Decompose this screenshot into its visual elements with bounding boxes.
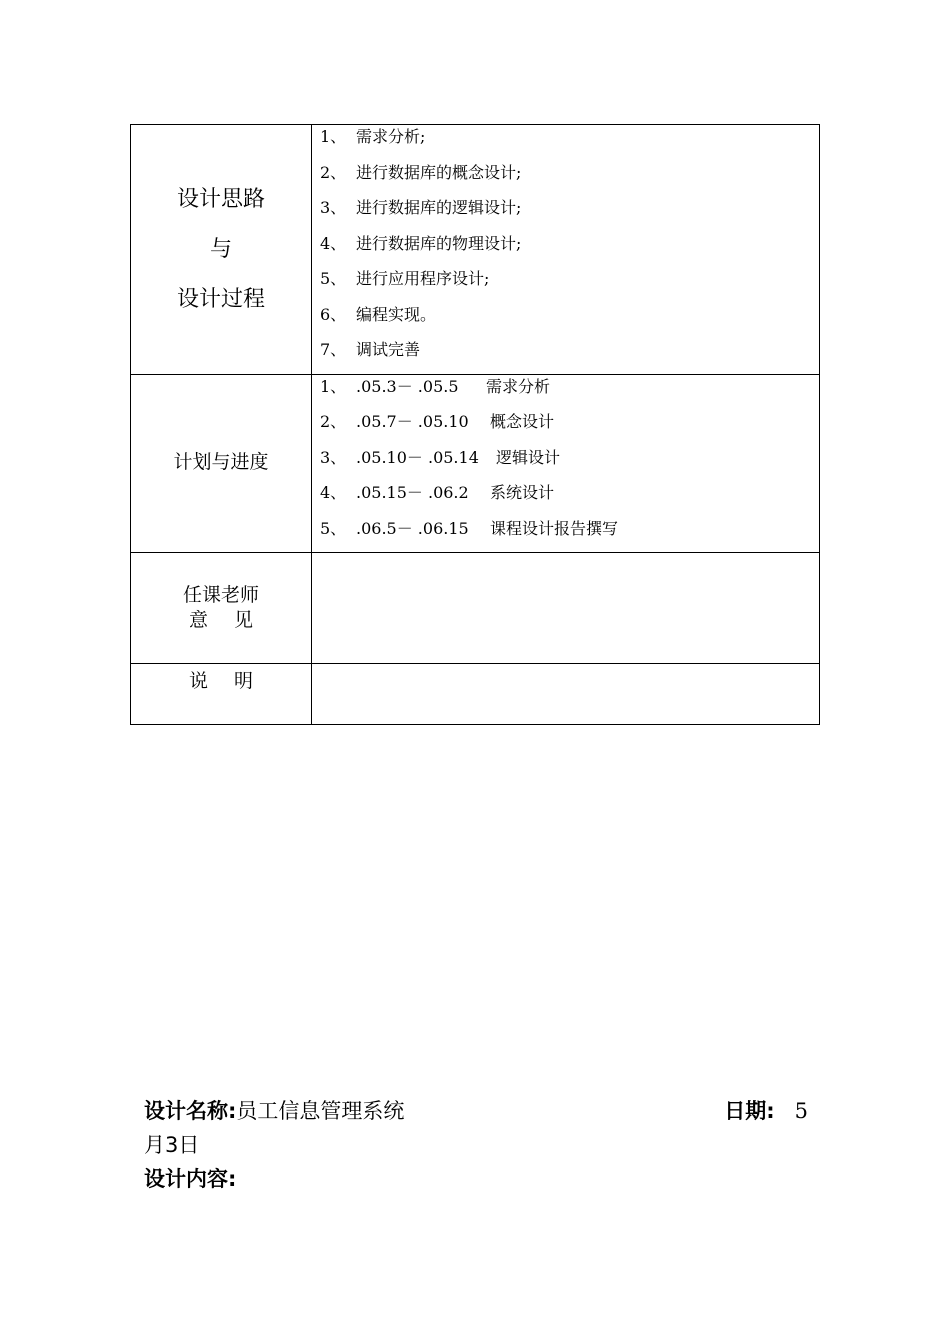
list-item: 2、 .05.7－ .05.10 概念设计 bbox=[320, 412, 555, 431]
date-label: 日期: bbox=[724, 1099, 775, 1123]
teacher-opinion-label-line2: 意 见 bbox=[188, 609, 254, 631]
design-name-label: 设计名称: bbox=[144, 1099, 237, 1123]
plan-label-cell bbox=[131, 374, 312, 553]
list-item: 3、 进行数据库的逻辑设计; bbox=[320, 198, 522, 217]
note-content-cell bbox=[312, 664, 820, 725]
design-process-label-cell bbox=[131, 125, 312, 375]
design-label-line3: 设计过程 bbox=[176, 287, 265, 312]
note-label: 说 明 bbox=[188, 670, 254, 692]
design-process-content-cell bbox=[312, 125, 820, 375]
design-steps-list bbox=[312, 125, 819, 374]
list-item: 5、 进行应用程序设计; bbox=[320, 269, 490, 288]
list-item: 6、 编程实现。 bbox=[320, 304, 437, 324]
design-name-line bbox=[144, 1094, 808, 1128]
list-item: 5、 .06.5－ .06.15 课程设计报告撰写 bbox=[320, 518, 619, 538]
design-form-table bbox=[130, 124, 820, 725]
list-item: 1、 需求分析; bbox=[320, 127, 426, 146]
teacher-opinion-content-cell bbox=[312, 553, 820, 664]
plan-content-cell bbox=[312, 374, 820, 553]
teacher-opinion-label-line1: 任课老师 bbox=[182, 584, 259, 606]
list-item: 4、 进行数据库的物理设计; bbox=[320, 233, 522, 253]
design-info-footer bbox=[144, 1094, 808, 1196]
date-value-part2: 月3日 bbox=[144, 1133, 200, 1157]
teacher-opinion-label-cell bbox=[131, 553, 312, 664]
list-item: 2、 进行数据库的概念设计; bbox=[320, 162, 522, 182]
list-item: 1、 .05.3－ .05.5 需求分析 bbox=[320, 376, 551, 396]
list-item: 7、 调试完善 bbox=[320, 340, 421, 359]
plan-label: 计划与进度 bbox=[173, 450, 269, 473]
design-label-line2: 与 bbox=[209, 237, 232, 262]
list-item: 4、 .05.15－ .06.2 系统设计 bbox=[320, 483, 555, 502]
list-item: 3、 .05.10－ .05.14 逻辑设计 bbox=[320, 447, 561, 467]
design-label-line1: 设计思路 bbox=[176, 187, 265, 212]
design-content-label: 设计内容: bbox=[144, 1167, 237, 1191]
date-value-part1: 5 bbox=[794, 1099, 808, 1123]
date-field bbox=[724, 1094, 808, 1128]
note-label-cell bbox=[131, 664, 312, 725]
design-name-value: 员工信息管理系统 bbox=[236, 1099, 405, 1123]
plan-schedule-list bbox=[312, 375, 819, 553]
